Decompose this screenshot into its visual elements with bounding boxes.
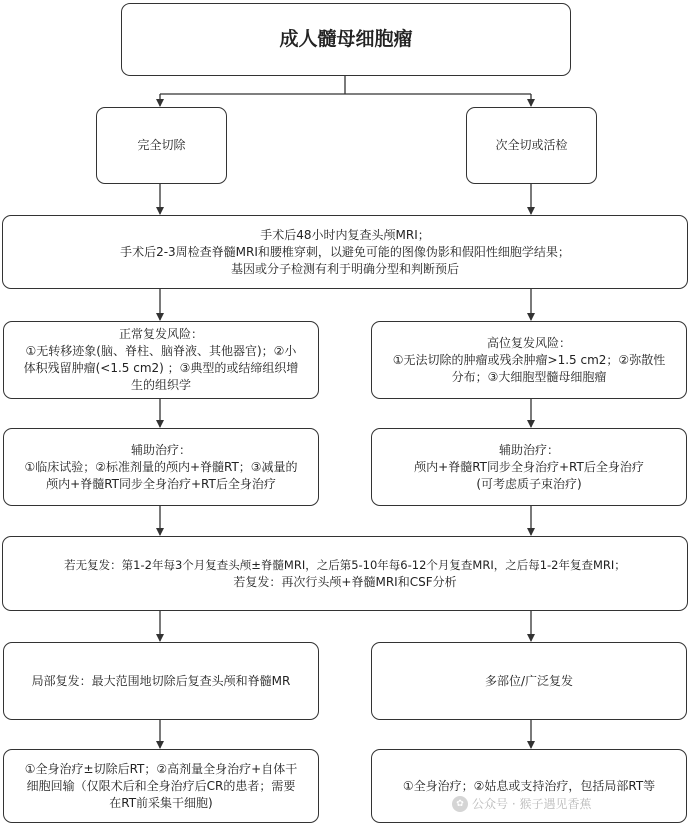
followup-recurrence: 若复发：再次行头颅+脊髓MRI和CSF分析 <box>233 574 457 589</box>
adjuvant-standard-heading: 辅助治疗： <box>130 442 191 457</box>
local-treatment-line-2: 细胞回输（仅限术后和全身治疗后CR的患者；需要 <box>26 778 296 793</box>
standard-risk-line-1: ①无转移迹象(脑、脊柱、脑脊液、其他器官)；②小 <box>25 344 297 358</box>
high-risk-line-1: ①无法切除的肿瘤或残余肿瘤>1.5 cm2；②弥散性 <box>392 352 666 367</box>
wechat-icon: ✿ <box>452 796 468 812</box>
title-box <box>121 3 571 76</box>
diagram-title: 成人髓母细胞瘤 <box>279 28 413 50</box>
adjuvant-standard-line-1: ①临床试验；②标准剂量的颅内+脊髓RT；③减量的 <box>24 459 298 474</box>
adjuvant-high-line-2: (可考虑质子束治疗) <box>476 476 582 491</box>
complete-resection-box <box>96 107 227 184</box>
subtotal-resection-box <box>466 107 597 184</box>
postop-line-3: 基因或分子检测有利于明确分型和判断预后 <box>230 261 459 276</box>
watermark-text: 公众号 · 猴子遇见香蕉 <box>472 797 592 811</box>
local-treatment-box <box>3 749 319 823</box>
watermark <box>452 795 591 812</box>
standard-risk-heading: 正常复发风险： <box>118 327 203 341</box>
local-recurrence-label: 局部复发：最大范围地切除后复查头颅和脊髓MR <box>31 673 291 688</box>
local-treatment-line-1: ①全身治疗±切除后RT；②高剂量全身治疗+自体干 <box>24 761 298 776</box>
adjuvant-high-heading: 辅助治疗： <box>498 442 559 457</box>
postop-line-2: 手术后2-3周检查脊髓MRI和腰椎穿刺，以避免可能的图像伪影和假阳性细胞学结果； <box>120 244 570 259</box>
followup-box <box>2 536 688 611</box>
standard-risk-box <box>3 321 319 399</box>
high-risk-line-2: 分布；③大细胞型髓母细胞瘤 <box>451 369 607 384</box>
postop-line-1: 手术后48小时内复查头颅MRI； <box>260 227 430 242</box>
complete-resection-label: 完全切除 <box>137 138 186 152</box>
diffuse-recurrence-box <box>371 642 687 720</box>
followup-no-recurrence: 若无复发：第1-2年每3个月复查头颅±脊髓MRI，之后第5-10年每6-12个月复查MRI，之后每1-2年复查MRI； <box>64 557 626 572</box>
postop-imaging-box <box>2 215 688 289</box>
diffuse-treatment-label: ①全身治疗；②姑息或支持治疗，包括局部RT等 <box>402 779 656 793</box>
high-risk-heading: 高位复发风险： <box>486 335 571 350</box>
adjuvant-high-box <box>371 428 687 506</box>
adjuvant-standard-line-2: 颅内+脊髓RT同步全身治疗+RT后全身治疗 <box>46 476 276 491</box>
high-risk-box <box>371 321 687 399</box>
subtotal-resection-label: 次全切或活检 <box>495 138 568 152</box>
local-treatment-line-3: 在RT前采集干细胞) <box>109 795 213 810</box>
local-recurrence-box <box>3 642 319 720</box>
standard-risk-line-2: 体积残留肿瘤(<1.5 cm2) ；③典型的或结缔组织增 <box>23 361 299 375</box>
standard-risk-line-3: 生的组织学 <box>130 378 191 392</box>
adjuvant-standard-box <box>3 428 319 506</box>
diffuse-recurrence-label: 多部位/广泛复发 <box>484 673 574 688</box>
adjuvant-high-line-1: 颅内+脊髓RT同步全身治疗+RT后全身治疗 <box>414 459 644 474</box>
